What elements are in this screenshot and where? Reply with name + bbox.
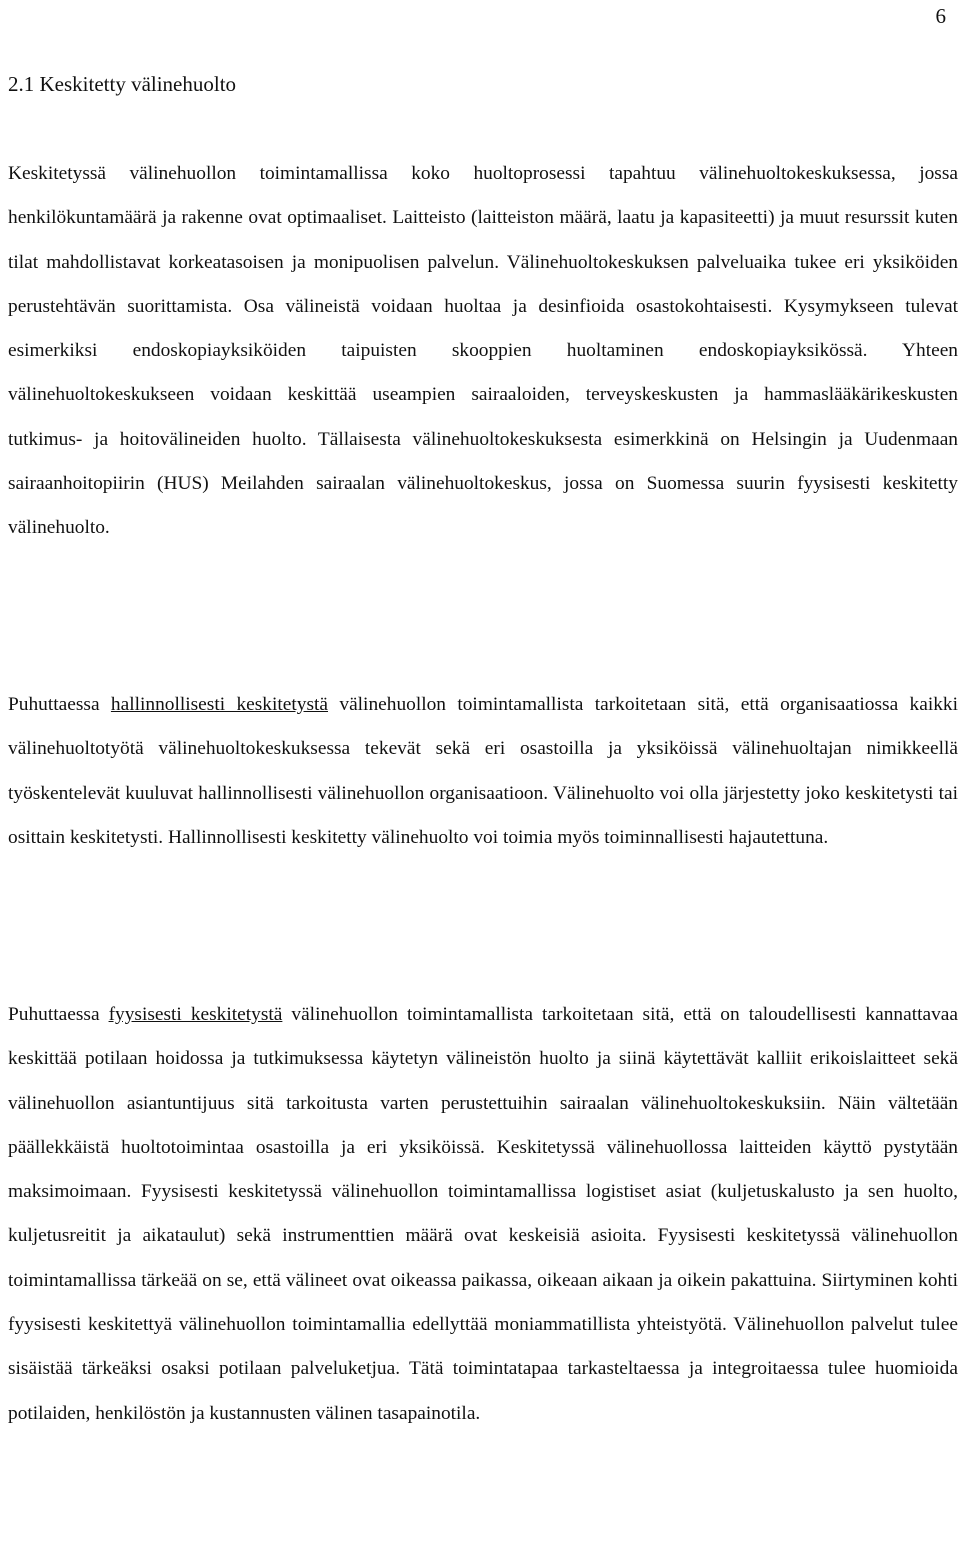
paragraph-administrative-centralization: [8, 683, 958, 860]
page-number: 6: [935, 4, 946, 28]
paragraph-text-before: Puhuttaessa: [8, 1004, 109, 1025]
paragraph-text-after: välinehuollon toimintamallista tarkoitetaan sitä, että organisaatiossa kaikki välinehuoltotyötä välinehuoltokeskuksessa tekevät sekä eri osastoilla ja yksiköissä välinehuoltajan nimikkeellä työskentelevät kuuluvat hallinnollisesti välinehuollon organisaatioon. Välinehuolto voi olla järjestetty joko keskitetysti tai osittain keskitetysti. Hallinnollisesti keskitetty välinehuolto voi toimia myös toiminnallisesti hajautettuna.: [8, 694, 958, 848]
paragraph-centralized-overview: Keskitetyssä välinehuollon toimintamallissa koko huoltoprosessi tapahtuu välinehuoltokeskuksessa, jossa henkilökuntamäärä ja rakenne ovat optimaaliset. Laitteisto (laitteiston määrä, laatu ja kapasiteetti) ja muut resurssit kuten tilat mahdollistavat korkeatasoisen ja monipuolisen palvelun. Välinehuoltokeskuksen palveluaika tukee eri yksiköiden perustehtävän suorittamista. Osa välineistä voidaan huoltaa ja desinfioida osastokohtaisesti. Kysymykseen tulevat esimerkiksi endoskopiayksiköiden taipuisten skooppien huoltaminen endoskopiayksikössä. Yhteen välinehuoltokeskukseen voidaan keskittää useampien sairaaloiden, terveyskeskusten ja hammaslääkärikeskusten tutkimus- ja hoitovälineiden huolto. Tällaisesta välinehuoltokeskuksesta esimerkkinä on Helsingin ja Uudenmaan sairaanhoitopiirin (HUS) Meilahden sairaalan välinehuoltokeskus, jossa on Suomessa suurin fyysisesti keskitetty välinehuolto.: [8, 163, 958, 539]
underlined-term: fyysisesti keskitetystä: [108, 1004, 283, 1025]
paragraph-physical-centralization: [8, 993, 958, 1436]
underlined-term: hallinnollisesti keskitetystä: [110, 694, 329, 715]
section-heading: 2.1 Keskitetty välinehuolto: [8, 72, 237, 96]
paragraph-text-before: Puhuttaessa: [8, 694, 111, 715]
paragraph-text-after: välinehuollon toimintamallista tarkoitetaan sitä, että on taloudellisesti kannattavaa keskittää potilaan hoidossa ja tutkimuksessa käytetyn välineistön huolto ja siinä käytettävät kalliit erikoislaitteet sekä välinehuollon asiantuntijuus sitä tarkoitusta varten perustettuihin sairaalan välinehuoltokeskuksiin. Näin vältetään päällekkäistä huoltotoimintaa osastoilla ja eri yksiköissä. Keskitetyssä välinehuollossa laitteiden käyttö pystytään maksimoimaan. Fyysisesti keskitetyssä välinehuollon toimintamallissa logistiset asiat (kuljetuskalusto ja sen huolto, kuljetusreitit ja aikataulut) sekä instrumenttien määrä ovat keskeisiä asioita. Fyysisesti keskitetyssä välinehuollon toimintamallissa tärkeää on se, että välineet ovat oikeassa paikassa, oikeaan aikaan ja oikein pakattuina. Siirtyminen kohti fyysisesti keskitettyä välinehuollon toimintamallia edellyttää moniammatillista yhteistyötä. Välinehuollon palvelut tulee sisäistää tärkeäksi osaksi potilaan palveluketjua. Tätä toimintatapaa tarkasteltaessa ja integroitaessa tulee huomioida potilaiden, henkilöstön ja kustannusten välinen tasapainotila.: [8, 1004, 959, 1424]
